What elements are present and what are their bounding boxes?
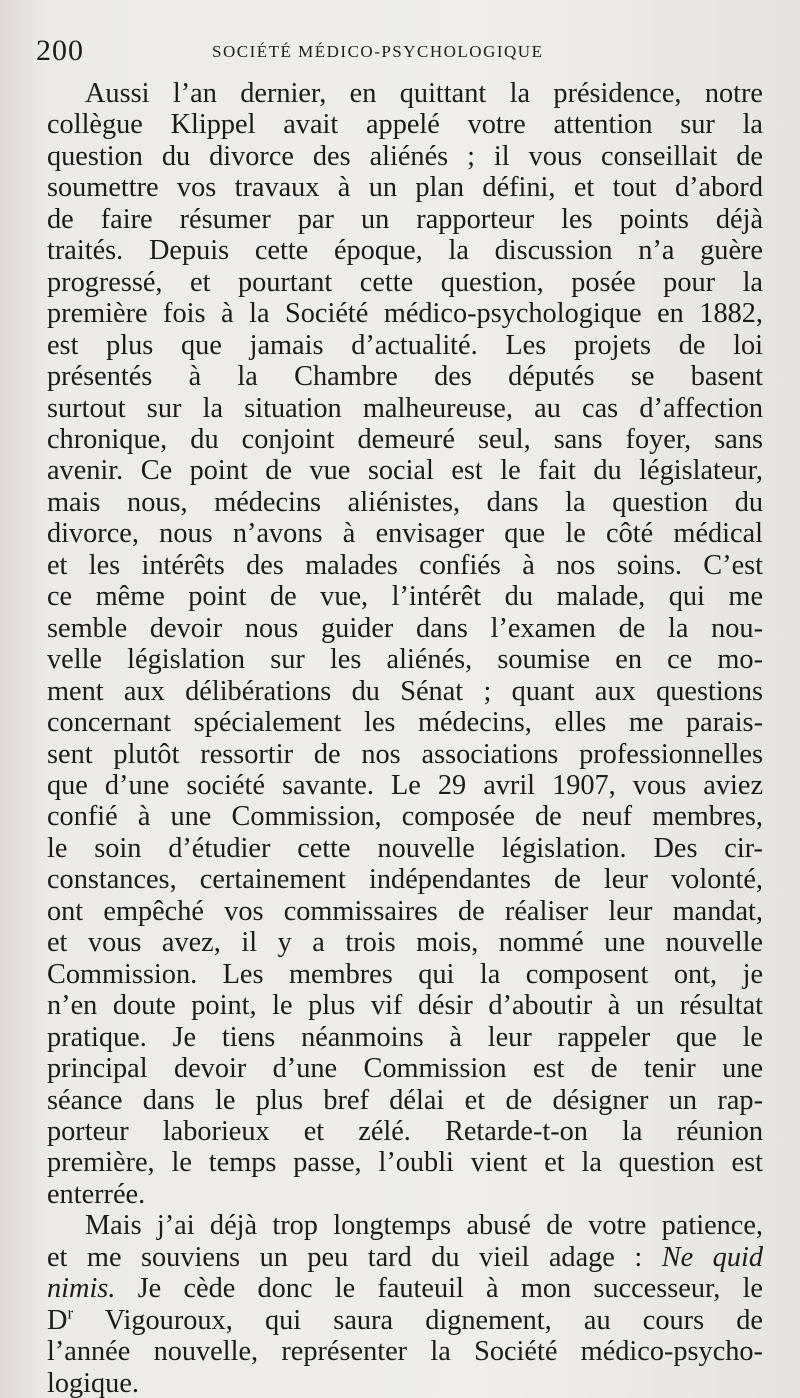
text-line: semble devoir nous guider dans l’examen de la nou- <box>47 612 763 644</box>
text-line <box>47 1305 763 1336</box>
text-line: que d’une société savante. Le 29 avril 1907, vous aviez <box>47 769 763 801</box>
text-line: séance dans le plus bref délai et de désigner un rap- <box>47 1084 763 1116</box>
text-line: est plus que jamais d’actualité. Les projets de loi <box>47 329 763 361</box>
text-line: collègue Klippel avait appelé votre attention sur la <box>47 109 763 141</box>
text-line: pratique. Je tiens néanmoins à leur rappeler que le <box>47 1021 763 1053</box>
latin-phrase: nimis. <box>47 1273 116 1305</box>
text-line: mais nous, médecins aliénistes, dans la question du <box>47 486 763 518</box>
text-line: soumettre vos travaux à un plan défini, et tout d’abord <box>47 172 763 204</box>
text-line: le soin d’étudier cette nouvelle législation. Des cir- <box>47 832 763 864</box>
text-segment: et me souviens un peu tard du vieil adage : <box>47 1241 643 1273</box>
text-line: enterrée. <box>47 1178 146 1210</box>
text-line: l’année nouvelle, représenter la Société médico-psycho- <box>47 1336 763 1368</box>
paragraph-1 <box>47 78 763 1210</box>
latin-phrase: Ne quid <box>661 1241 763 1273</box>
text-segment: Vigouroux, qui saura dignement, au cours de <box>104 1304 763 1336</box>
text-line: question du divorce des aliénés ; il vous conseillait de <box>47 140 763 172</box>
body-text <box>47 78 763 1398</box>
text-line: n’en doute point, le plus vif désir d’aboutir à un résultat <box>47 990 763 1022</box>
text-line: de faire résumer par un rapporteur les points déjà <box>47 203 763 235</box>
text-line: divorce, nous n’avons à envisager que le côté médical <box>47 518 763 550</box>
text-line: porteur laborieux et zélé. Retarde-t-on la réunion <box>47 1115 763 1147</box>
text-line: progressé, et pourtant cette question, posée pour la <box>47 266 763 298</box>
text-line: ce même point de vue, l’intérêt du malade, qui me <box>47 581 763 613</box>
text-line: ont empêché vos commissaires de réaliser leur mandat, <box>47 895 763 927</box>
text-line: Commission. Les membres qui la composent ont, je <box>47 958 763 990</box>
text-line: première, le temps passe, l’oubli vient et la question est <box>47 1147 763 1179</box>
text-line: chronique, du conjoint demeuré seul, sans foyer, sans <box>47 423 763 455</box>
text-line: avenir. Ce point de vue social est le fait du législateur, <box>47 455 763 487</box>
text-line: Aussi l’an dernier, en quittant la présidence, notre <box>85 78 763 109</box>
text-line: confié à une Commission, composée de neuf membres, <box>47 801 763 833</box>
text-line: surtout sur la situation malheureuse, au cas d’affection <box>47 392 763 424</box>
text-line <box>47 1242 763 1273</box>
text-line: sent plutôt ressortir de nos associations professionnelles <box>47 738 763 770</box>
doctor-abbreviation: $D^r$ <box>47 1303 74 1336</box>
text-line: traités. Depuis cette époque, la discussion n’a guère <box>47 235 763 267</box>
text-line: Mais j’ai déjà trop longtemps abusé de votre patience, <box>85 1210 763 1242</box>
page-number: 200 <box>36 34 84 67</box>
text-line: première fois à la Société médico-psychologique en 1882, <box>47 298 763 330</box>
text-line: logique. <box>47 1367 139 1398</box>
text-line: ment aux délibérations du Sénat ; quant aux questions <box>47 675 763 707</box>
text-segment: Je cède donc le fauteuil à mon successeur, le <box>137 1273 763 1305</box>
text-line: présentés à la Chambre des députés se basent <box>47 361 763 393</box>
text-line: constances, certainement indépendantes de leur volonté, <box>47 864 763 896</box>
running-head <box>0 34 800 70</box>
paragraph-2 <box>47 1210 763 1398</box>
text-line: et vous avez, il y a trois mois, nommé une nouvelle <box>47 927 763 959</box>
text-line <box>47 1273 763 1304</box>
text-line: concernant spécialement les médecins, elles me parais- <box>47 707 763 739</box>
text-line: velle législation sur les aliénés, soumise en ce mo- <box>47 644 763 676</box>
text-line: et les intérêts des malades confiés à nos soins. C’est <box>47 549 763 581</box>
text-line: principal devoir d’une Commission est de tenir une <box>47 1053 763 1085</box>
running-title: SOCIÉTÉ MÉDICO-PSYCHOLOGIQUE <box>212 42 544 61</box>
